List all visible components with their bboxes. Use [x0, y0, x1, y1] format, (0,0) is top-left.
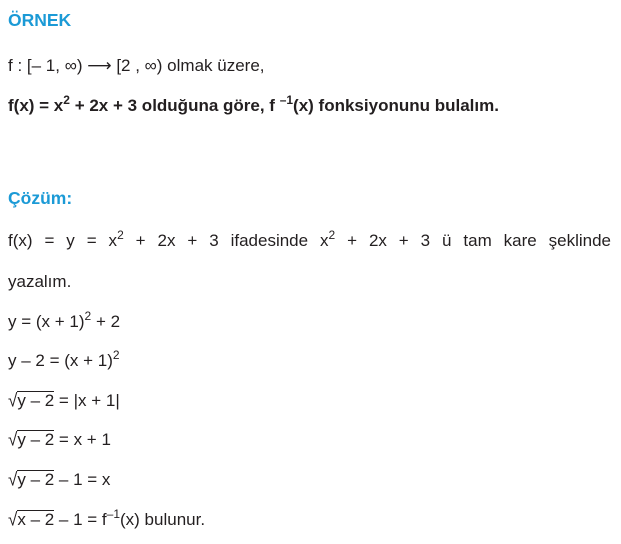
radical-icon: √ [8, 390, 18, 411]
radical-icon: √ [8, 509, 18, 530]
step-6 [8, 507, 206, 530]
step-5-rest: – 1 = x [54, 470, 111, 489]
step-1-right: + 2 [91, 312, 121, 331]
step-4-rest: = x + 1 [54, 430, 111, 449]
task-text-1: f(x) = x [8, 96, 64, 115]
square-root [8, 510, 54, 530]
radical-icon: √ [8, 429, 18, 450]
intro-exponent-1: 2 [117, 228, 124, 242]
radicand: y – 2 [17, 430, 55, 449]
step-1 [8, 309, 121, 332]
function-domain: f : [– 1, ∞) [8, 56, 83, 75]
task-statement [8, 93, 499, 116]
mapping-arrow-icon: ⟶ [87, 56, 112, 75]
intro-text-2: + 2x + 3 ifadesinde x [123, 231, 329, 250]
step-3 [8, 391, 120, 411]
square-root [8, 430, 54, 450]
step-2 [8, 348, 120, 371]
task-text-2: + 2x + 3 olduğuna göre, f [69, 96, 280, 115]
radicand: x – 2 [17, 510, 55, 529]
step-6-rest-1: – 1 = f [54, 510, 107, 529]
radicand: y – 2 [17, 391, 55, 410]
example-heading: ÖRNEK [8, 10, 72, 30]
square-root [8, 470, 54, 490]
step-6-exponent: –1 [106, 507, 121, 521]
step-2-exponent: 2 [112, 348, 120, 362]
step-6-rest-2: (x) bulunur. [120, 510, 206, 529]
task-exponent-1: 2 [63, 93, 70, 107]
intro-text-1: f(x) = y = x [8, 231, 118, 250]
solution-intro [8, 228, 611, 251]
step-1-left: y = (x + 1) [8, 312, 85, 331]
step-1-exponent: 2 [84, 309, 92, 323]
solution-intro-continued: yazalım. [8, 272, 72, 291]
task-text-3: (x) fonksiyonunu bulalım. [293, 96, 499, 115]
function-codomain: [2 , ∞) olmak üzere, [116, 56, 265, 75]
radicand: y – 2 [17, 470, 55, 489]
radical-icon: √ [8, 469, 18, 490]
square-root [8, 391, 54, 411]
intro-text-3: + 2x + 3 ü tam kare şeklinde [335, 231, 611, 250]
solution-heading: Çözüm: [8, 188, 73, 208]
step-5 [8, 470, 110, 490]
step-3-rest: = |x + 1| [54, 391, 120, 410]
function-domain-line [8, 56, 265, 76]
step-4 [8, 430, 111, 450]
step-2-left: y – 2 = (x + 1) [8, 351, 113, 370]
intro-exponent-2: 2 [328, 228, 336, 242]
task-exponent-2: –1 [279, 93, 294, 107]
